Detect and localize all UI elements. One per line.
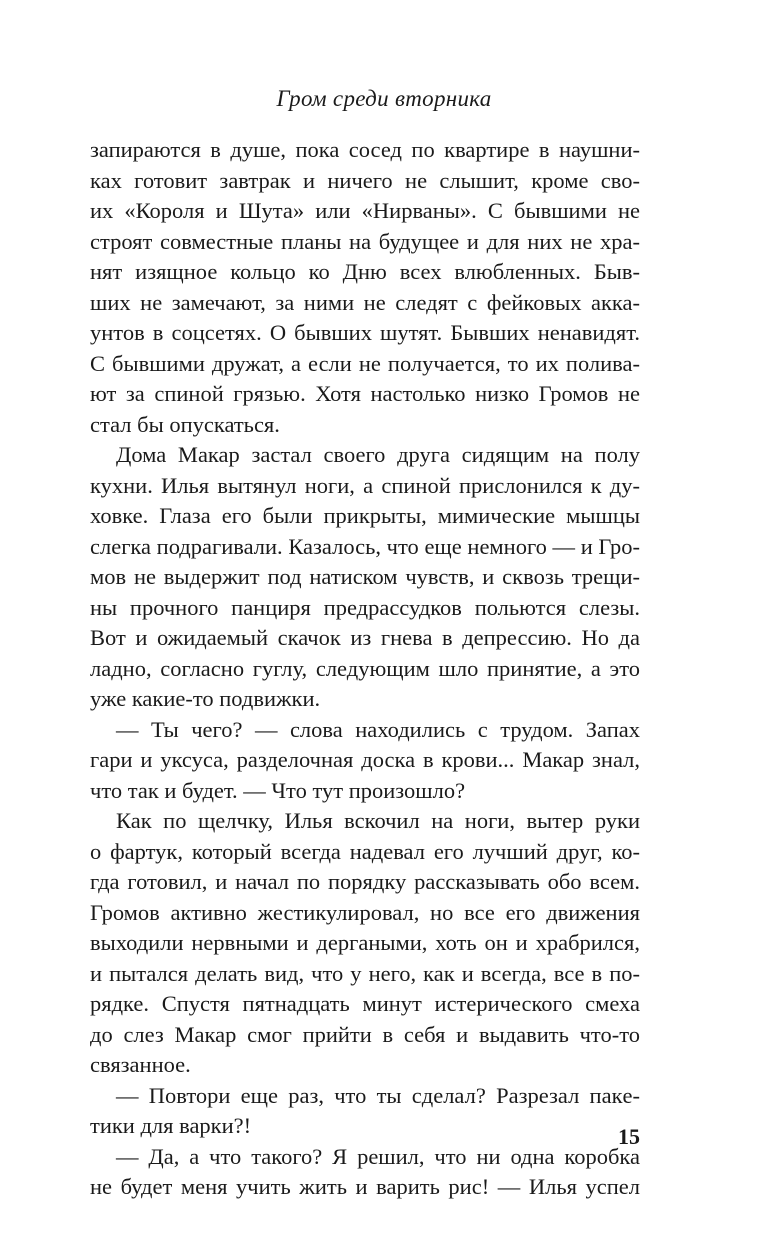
text-line: ховке. Глаза его были прикрыты, мимические мышцы <box>90 503 640 528</box>
text-line: слегка подрагивали. Казалось, что еще немного — и Гро- <box>90 533 640 559</box>
text-line: уже какие-то подвижки. <box>90 686 321 711</box>
paragraph-first-line: Дома Макар застал своего друга сидящим на полу <box>116 442 640 467</box>
text-line: Громов активно жестикулировал, но все его движения <box>90 899 640 925</box>
text-line: ладно, согласно гуглу, следующим шло принятие, а это <box>90 655 640 681</box>
text-line: ны прочного панциря предрассудков польются слезы. <box>90 594 640 620</box>
text-line: гари и уксуса, разделочная доска в крови... Макар знал, <box>90 747 640 772</box>
text-line: кухни. Илья вытянул ноги, а спиной прислонился к ду- <box>90 472 640 498</box>
text-line: унтов в соцсетях. О бывших шутят. Бывших ненавидят. <box>90 320 640 345</box>
text-line: гда готовил, и начал по порядку рассказывать обо всем. <box>90 869 640 894</box>
paragraph-first-line: Как по щелчку, Илья вскочил на ноги, вытер руки <box>116 808 640 833</box>
running-head: Гром среди вторника <box>276 86 492 111</box>
paragraph-first-line: — Повтори еще раз, что ты сделал? Разрезал пакe- <box>116 1082 640 1108</box>
body-text <box>90 135 640 1203</box>
text-line: ках готовит завтрак и ничего не слышит, кроме сво- <box>90 167 640 193</box>
text-line: ших не замечают, за ними не следят с фейковых акка- <box>90 289 640 315</box>
text-line: о фартук, который всегда надевал его лучший друг, ко- <box>90 838 640 864</box>
text-line: рядке. Спустя пятнадцать минут истерического смеха <box>90 991 640 1016</box>
text-line: С бывшими дружат, а если не получается, то их полива- <box>90 350 640 376</box>
text-line: стал бы опускаться. <box>90 411 280 437</box>
text-line: и пытался делать вид, что у него, как и всегда, все в по- <box>90 960 640 986</box>
text-line: тики для варки?! <box>90 1113 252 1138</box>
text-line: до слез Макар смог прийти в себя и выдавить что-то <box>90 1021 640 1047</box>
page-number: 15 <box>618 1124 640 1149</box>
paragraph-first-line: запираются в душе, пока сосед по квартире в наушни- <box>90 137 640 162</box>
text-line: строят совместные планы на будущее и для них не хра- <box>90 228 640 254</box>
text-line: не будет меня учить жить и варить рис! — Илья успел <box>90 1174 640 1199</box>
text-line: выходили нервными и дергаными, хоть он и храбрился, <box>90 930 640 955</box>
text-line: их «Короля и Шута» или «Нирваны». С бывшими не <box>90 198 640 223</box>
text-line: ют за спиной грязью. Хотя настолько низко Громов не <box>90 381 640 406</box>
text-line: что так и будет. — Что тут произошло? <box>90 777 466 803</box>
text-line: Вот и ожидаемый скачок из гнева в депрессию. Но да <box>90 625 640 650</box>
text-line: связанное. <box>90 1052 191 1077</box>
text-line: нят изящное кольцо ко Дню всех влюбленных. Быв- <box>90 259 640 284</box>
text-line: мов не выдержит под натиском чувств, и сквозь трещи- <box>90 564 640 589</box>
paragraph-first-line: — Да, а что такого? Я решил, что ни одна коробка <box>116 1143 640 1169</box>
paragraph-first-line: — Ты чего? — слова находились с трудом. Запах <box>116 716 640 742</box>
